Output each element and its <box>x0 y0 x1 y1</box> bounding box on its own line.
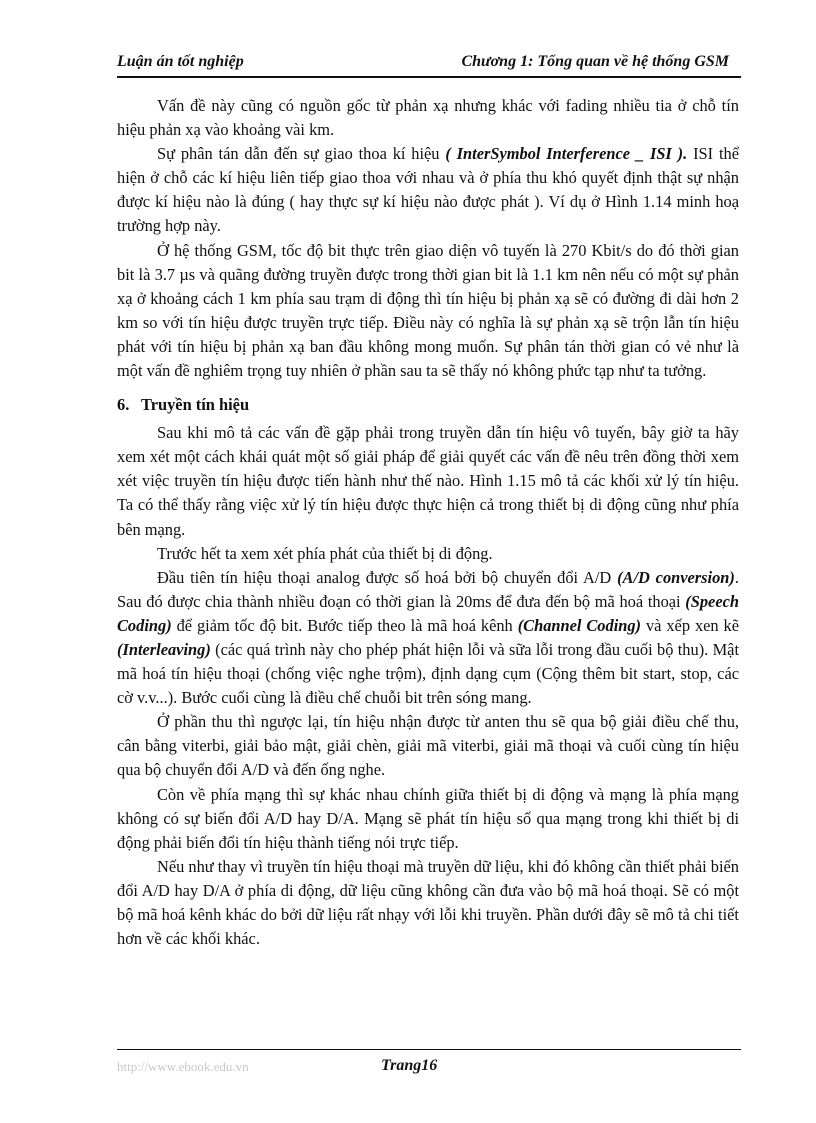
isi-term: ( InterSymbol Interference _ ISI ). <box>445 144 688 164</box>
term-channel-coding: (Channel Coding) <box>517 615 642 635</box>
paragraph-overview: Sau khi mô tả các vấn đề gặp phải trong truyền dẫn tín hiệu vô tuyến, bây giờ ta hãy xem xét một cách khái quát một số giải pháp để giải quyết các vấn đề nêu trên đồng thời xem xét việc truyền tín hiệu được tiến hành như thế nào. Hình 1.15 mô tả các khối xử lý tín hiệu. Ta có thể thấy rằng việc xử lý tín hiệu được thực hiện cả trong thiết bị di động cũng như phía bên mạng. <box>117 423 739 539</box>
page-body <box>117 94 739 951</box>
page-header <box>117 52 741 78</box>
header-chapter-title: Chương 1: Tổng quan về hệ thống GSM <box>461 53 729 70</box>
chain-text-2: . Sau đó được chia thành nhiều đoạn có thời gian là 20ms để đưa đến bộ mã hoá thoại <box>117 567 739 611</box>
page-footer <box>117 1049 741 1080</box>
chain-text-1: Đầu tiên tín hiệu thoại analog được số hoá bởi bộ chuyển đổi A/D <box>157 567 618 587</box>
paragraph-processing-chain <box>117 566 739 711</box>
paragraph-gsm-bitrate: Ở hệ thống GSM, tốc độ bit thực trên giao diện vô tuyến là 270 Kbit/s do đó thời gian bit là 3.7 µs và quãng đường truyền được trong thời gian bit là 1.1 km nên nếu có một sự phản xạ ở khoảng cách 1 km phía sau trạm di động thì tín hiệu bị phản xạ sẽ có đường đi dài hơn 2 km so với tín hiệu được truyền trực tiếp. Điều này có nghĩa là sự phản xạ sẽ trộn lẫn tín hiệu phát với tín hiệu bị phản xạ ban đầu không mong muốn. Sự phân tán thời gian có vẻ như là một vấn đề nghiêm trọng tuy nhiên ở phần sau ta sẽ thấy nó không phức tạp như ta tưởng. <box>117 240 739 381</box>
term-interleaving: (Interleaving) <box>117 639 211 659</box>
page-number: Trang16 <box>381 1057 438 1074</box>
chain-text-3: để giảm tốc độ bit. Bước tiếp theo là mã hoá kênh <box>171 615 518 635</box>
paragraph-network-side: Còn về phía mạng thì sự khác nhau chính giữa thiết bị di động và mạng là phía mạng không có sự biến đổi A/D hay D/A. Mạng sẽ phát tín hiệu số qua mạng trong khi thiết bị di động phải biến đổi tín hiệu thành tiếng nói trực tiếp. <box>117 784 739 852</box>
paragraph-isi <box>117 142 739 238</box>
section-number: 6. <box>117 395 130 415</box>
isi-explanation-text: ISI thể hiện ở chỗ các kí hiệu liên tiếp giao thoa với nhau và ở phía thu khó quyết định thật sự nhận được kí hiệu nào là đúng ( hay thực sự kí hiệu nào được phát ). Ví dụ ở Hình 1.14 minh hoạ trường hợp này. <box>117 144 739 236</box>
chain-text-4: và xếp xen kẽ <box>641 615 740 635</box>
header-thesis-title: Luận án tốt nghiệp <box>117 53 244 70</box>
section-title: Truyền tín hiệu <box>141 395 250 415</box>
paragraph-reflection: Vấn đề này cũng có nguồn gốc từ phản xạ nhưng khác với fading nhiều tia ở chỗ tín hiệu phản xạ vào khoảng vài km. <box>117 96 739 140</box>
paragraph-data-transmission: Nếu như thay vì truyền tín hiệu thoại mà truyền dữ liệu, khi đó không cần thiết phải biến đổi A/D hay D/A ở phía di động, dữ liệu cũng không cần đưa vào bộ mã hoá thoại. Sẽ có một bộ mã hoá kênh khác do bởi dữ liệu rất nhạy với lỗi khi truyền. Phần dưới đây sẽ mô tả chi tiết hơn về các khối khác. <box>117 856 739 949</box>
section-heading <box>117 393 739 417</box>
paragraph-transmit-side: Trước hết ta xem xét phía phát của thiết bị di động. <box>157 543 493 563</box>
paragraph-receive-side: Ở phần thu thì ngược lại, tín hiệu nhận được từ anten thu sẽ qua bộ giải điều chế thu, cân bằng viterbi, giải bảo mật, giải chèn, giải mã viterbi, giải mã thoại và cuối cùng tín hiệu qua bộ chuyển đổi A/D và đến ống nghe. <box>117 712 739 780</box>
footer-url: http://www.ebook.edu.vn <box>117 1059 249 1074</box>
term-speech-coding: (Speech Coding) <box>117 591 739 635</box>
chain-text-5: (các quá trình này cho phép phát hiện lỗi và sữa lỗi trong đầu cuối bộ thu). Mật mã hoá tín hiệu thoại (chống việc nghe trộm), định dạng cụm (Cộng thêm bit start, stop, các cờ v.v...). Bước cuối cùng là điều chế chuỗi bit trên sóng mang. <box>117 639 739 708</box>
term-ad-conversion: (A/D conversion) <box>617 567 735 587</box>
isi-intro-text: Sự phân tán dẫn đến sự giao thoa kí hiệu <box>157 144 446 164</box>
